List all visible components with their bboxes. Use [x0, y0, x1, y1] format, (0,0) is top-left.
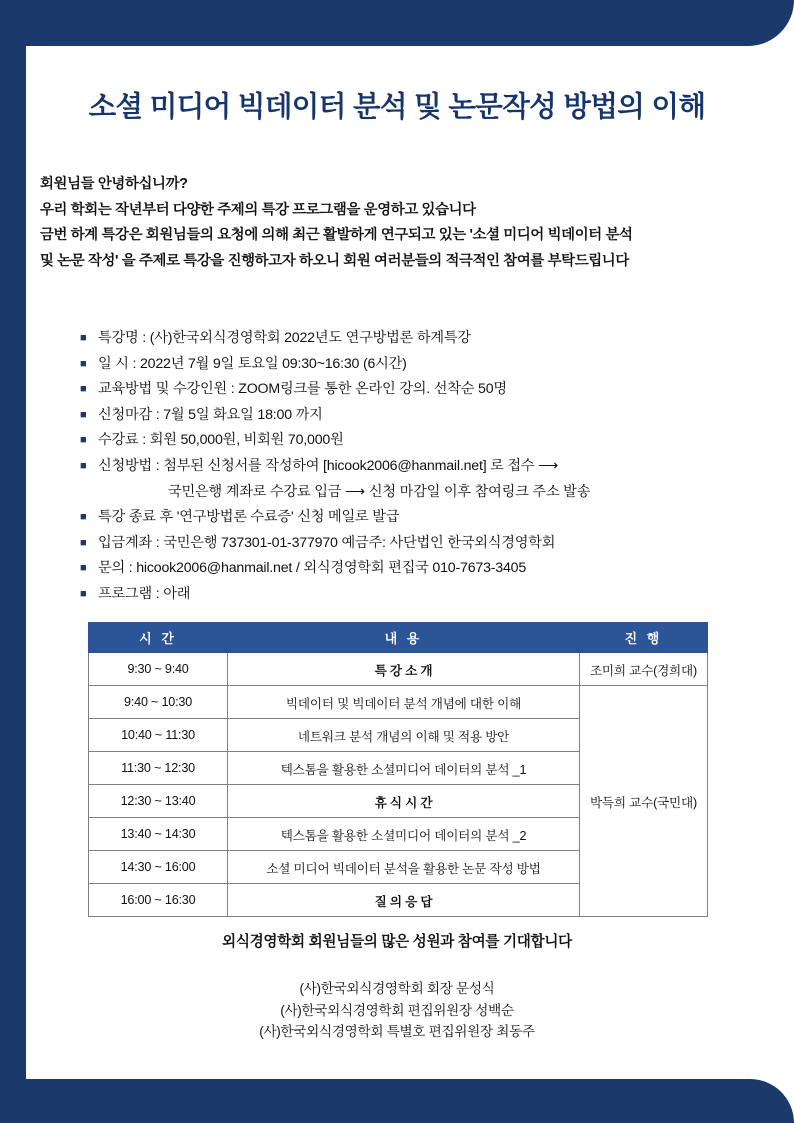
- list-item-label: 입금계좌 : 국민은행 737301-01-377970 예금주: 사단법인 한국외식경영학회: [98, 534, 556, 551]
- square-bullet-icon: ■: [80, 536, 87, 549]
- signer-line: (사)한국외식경영학회 회장 문성식: [299, 981, 495, 996]
- square-bullet-icon: ■: [80, 587, 87, 600]
- list-item-label: 수강료 : 회원 50,000원, 비회원 70,000원: [98, 432, 344, 449]
- signature-block: [0, 978, 794, 1043]
- cell-content: 휴 식 시 간: [228, 785, 580, 818]
- list-item-label: 신청방법 : 첨부된 신청서를 작성하여 [hicook2006@hanmail.net] 로 접수 ⟶: [98, 457, 559, 474]
- signer-line: (사)한국외식경영학회 편집위원장 성백순: [280, 1002, 514, 1018]
- cell-time: 14:30 ~ 16:00: [89, 851, 228, 884]
- list-item: [80, 556, 770, 582]
- list-item: [80, 454, 770, 480]
- intro-line: 우리 학회는 작년부터 다양한 주제의 특강 프로그램을 운영하고 있습니다: [40, 201, 476, 218]
- square-bullet-icon: ■: [80, 511, 87, 524]
- table-header-row: [89, 623, 708, 653]
- list-item-label: 프로그램 : 아래: [98, 585, 191, 602]
- list-item-label: 신청마감 : 7월 5일 화요일 18:00 까지: [98, 406, 323, 423]
- cell-content: 특 강 소 개: [228, 653, 580, 686]
- list-item-label: 특강 종료 후 '연구방법론 수료증' 신청 메일로 발급: [98, 509, 400, 526]
- intro-line: 회원님들 안녕하십니까?: [40, 176, 188, 192]
- cell-time: 9:40 ~ 10:30: [89, 686, 228, 719]
- list-item: [80, 326, 770, 352]
- cell-content: 텍스톰을 활용한 소셜미디어 데이터의 분석 _2: [228, 818, 580, 851]
- table-row: [89, 686, 708, 719]
- table-row: [89, 653, 708, 686]
- intro-line: 및 논문 작성' 을 주제로 특강을 진행하고자 하오니 회원 여러분들의 적극적인 참여를 부탁드립니다: [40, 252, 629, 269]
- cell-host: 박득희 교수(국민대): [579, 686, 707, 917]
- cell-content: 텍스톰을 활용한 소셜미디어 데이터의 분석 _1: [228, 752, 580, 785]
- cell-time: 10:40 ~ 11:30: [89, 719, 228, 752]
- square-bullet-icon: ■: [80, 383, 87, 396]
- list-item: [80, 428, 770, 454]
- cell-time: 9:30 ~ 9:40: [89, 653, 228, 686]
- closing-message: 외식경영학회 회원님들의 많은 성원과 참여를 기대합니다: [222, 934, 572, 950]
- page-title: 소셜 미디어 빅데이터 분석 및 논문작성 방법의 이해: [88, 91, 706, 123]
- list-item-label: 문의 : hicook2006@hanmail.net / 외식경영학회 편집국 010-7673-3405: [98, 560, 527, 577]
- list-item-label: 특강명 : (사)한국외식경영학회 2022년도 연구방법론 하계특강: [98, 330, 471, 346]
- list-item: [80, 403, 770, 429]
- square-bullet-icon: ■: [80, 434, 87, 447]
- cell-host: 조미희 교수(경희대): [579, 653, 707, 686]
- cell-content: 빅데이터 및 빅데이터 분석 개념에 대한 이해: [228, 686, 580, 719]
- cell-content: 질 의 응 답: [228, 884, 580, 917]
- list-item: [80, 352, 770, 378]
- square-bullet-icon: ■: [80, 459, 87, 472]
- square-bullet-icon: ■: [80, 562, 87, 575]
- list-item-continuation: 국민은행 계좌로 수강료 입금 ⟶ 신청 마감일 이후 참여링크 주소 발송: [168, 483, 591, 500]
- square-bullet-icon: ■: [80, 357, 87, 370]
- list-item: [80, 531, 770, 557]
- cell-content: 소셜 미디어 빅데이터 분석을 활용한 논문 작성 방법: [228, 851, 580, 884]
- details-list: [80, 326, 770, 608]
- list-item: [80, 582, 770, 608]
- cell-time: 16:00 ~ 16:30: [89, 884, 228, 917]
- square-bullet-icon: ■: [80, 408, 87, 421]
- intro-line: 금번 하계 특강은 회원님들의 요청에 의해 최근 활발하게 연구되고 있는 '소셜 미디어 빅데이터 분석: [40, 227, 633, 243]
- cell-time: 11:30 ~ 12:30: [89, 752, 228, 785]
- list-item-label: 일 시 : 2022년 7월 9일 토요일 09:30~16:30 (6시간): [98, 355, 407, 372]
- column-header-host: 진 행: [579, 623, 707, 653]
- column-header-time: 시 간: [89, 623, 228, 653]
- cell-content: 네트워크 분석 개념의 이해 및 적용 방안: [228, 719, 580, 752]
- column-header-content: 내 용: [228, 623, 580, 653]
- intro-paragraph: [40, 172, 762, 274]
- signer-line: (사)한국외식경영학회 특별호 편집위원장 최동주: [259, 1024, 535, 1039]
- program-schedule-table: [88, 622, 708, 917]
- cell-time: 12:30 ~ 13:40: [89, 785, 228, 818]
- cell-time: 13:40 ~ 14:30: [89, 818, 228, 851]
- list-item-label: 교육방법 및 수강인원 : ZOOM링크를 통한 온라인 강의. 선착순 50명: [98, 381, 507, 398]
- list-item: [80, 377, 770, 403]
- list-item: [80, 505, 770, 531]
- square-bullet-icon: ■: [80, 332, 87, 344]
